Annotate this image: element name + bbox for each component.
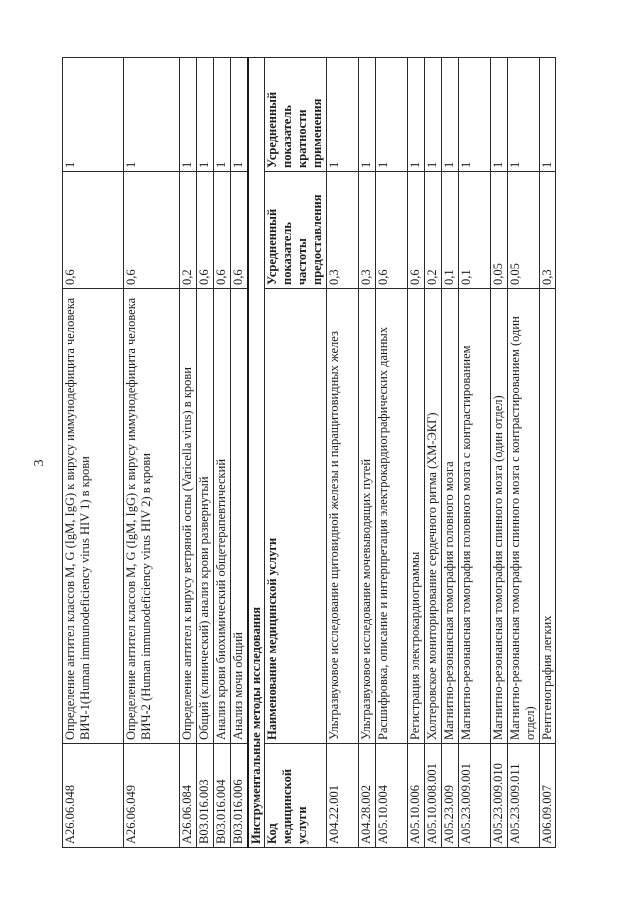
service-code: A05.23.009.011: [507, 744, 539, 848]
multiplicity-value: 1: [490, 58, 507, 172]
multiplicity-value: 1: [358, 58, 375, 172]
service-name: Холтеровское мониторирование сердечного ритма (ХМ-ЭКГ): [424, 289, 441, 744]
frequency-value: 0,6: [197, 172, 214, 289]
service-code: A05.10.006: [407, 744, 424, 848]
service-code: A04.28.002: [358, 744, 375, 848]
service-code: A05.23.009: [441, 744, 458, 848]
frequency-value: 0,05: [490, 172, 507, 289]
service-name: Магнитно-резонансная томография спинного мозга с контрастированием (один отдел): [507, 289, 539, 744]
table-row: [326, 58, 358, 848]
frequency-value: 0,6: [63, 172, 124, 289]
table-row: [375, 58, 407, 848]
table-row: [124, 58, 180, 848]
service-code: A05.23.009.001: [458, 744, 490, 848]
service-name: Определение антител классов M, G (IgM, IgG) к вирусу иммунодефицита человека ВИЧ-2 (Human immunodeficiency virus HIV 2) в крови: [124, 289, 180, 744]
frequency-value: 0,6: [231, 172, 248, 289]
service-name: Регистрация электрокардиограммы: [407, 289, 424, 744]
multiplicity-value: 1: [197, 58, 214, 172]
service-name: Анализ крови биохимический общетерапевтический: [214, 289, 231, 744]
service-name: Расшифровка, описание и интерпретация электрокардиографических данных: [375, 289, 407, 744]
service-name: Магнитно-резонансная томография спинного мозга (один отдел): [490, 289, 507, 744]
service-name: Ультразвуковое исследование мочевыводящих путей: [358, 289, 375, 744]
service-code: B03.016.003: [197, 744, 214, 848]
service-code: A04.22.001: [326, 744, 358, 848]
service-code: A05.23.009.010: [490, 744, 507, 848]
frequency-value: 0,1: [458, 172, 490, 289]
multiplicity-value: 1: [441, 58, 458, 172]
table-row: [63, 58, 124, 848]
service-code: A26.06.048: [63, 744, 124, 848]
table-row: [441, 58, 458, 848]
frequency-value: 0,6: [214, 172, 231, 289]
table-row: [231, 58, 248, 848]
multiplicity-value: 1: [214, 58, 231, 172]
table-row: [507, 58, 539, 848]
frequency-value: 0,2: [424, 172, 441, 289]
table-row: [214, 58, 231, 848]
header-multiplicity: Усредненный показатель кратности применения: [264, 58, 326, 172]
service-name: Ультразвуковое исследование щитовидной железы и паращитовидных желез: [326, 289, 358, 744]
table-row: [180, 58, 197, 848]
frequency-value: 0,3: [358, 172, 375, 289]
multiplicity-value: 1: [507, 58, 539, 172]
service-name: Магнитно-резонансная томография головного мозга с контрастированием: [458, 289, 490, 744]
service-name: Магнитно-резонансная томография головного мозга: [441, 289, 458, 744]
multiplicity-value: 1: [539, 58, 555, 172]
multiplicity-value: 1: [326, 58, 358, 172]
section-title: Инструментальные методы исследования: [248, 58, 265, 848]
frequency-value: 0,6: [124, 172, 180, 289]
frequency-value: 0,05: [507, 172, 539, 289]
service-name: Общий (клинический) анализ крови развернутый: [197, 289, 214, 744]
multiplicity-value: 1: [180, 58, 197, 172]
header-name: Наименование медицинской услуги: [264, 289, 326, 744]
frequency-value: 0,6: [375, 172, 407, 289]
frequency-value: 0,3: [539, 172, 555, 289]
multiplicity-value: 1: [424, 58, 441, 172]
rotated-table-container: [62, 58, 574, 848]
multiplicity-value: 1: [375, 58, 407, 172]
page-number: 3: [32, 459, 47, 467]
service-code: B03.016.006: [231, 744, 248, 848]
service-name: Рентгенография легких: [539, 289, 555, 744]
service-code: A26.06.049: [124, 744, 180, 848]
multiplicity-value: 1: [231, 58, 248, 172]
frequency-value: 0,3: [326, 172, 358, 289]
multiplicity-value: 1: [124, 58, 180, 172]
multiplicity-value: 1: [458, 58, 490, 172]
table-row: [407, 58, 424, 848]
frequency-value: 0,6: [407, 172, 424, 289]
table-row: [490, 58, 507, 848]
table-row: [458, 58, 490, 848]
frequency-value: 0,1: [441, 172, 458, 289]
table-row: [358, 58, 375, 848]
service-code: A05.10.004: [375, 744, 407, 848]
service-name: Анализ мочи общий: [231, 289, 248, 744]
service-name: Определение антител к вирусу ветряной оспы (Varicella virus) в крови: [180, 289, 197, 744]
header-frequency: Усредненный показатель частоты предоставления: [264, 172, 326, 289]
multiplicity-value: 1: [407, 58, 424, 172]
service-code: A26.06.084: [180, 744, 197, 848]
table-row: [424, 58, 441, 848]
section-row: [248, 58, 265, 848]
service-name: Определение антител классов M, G (IgM, IgG) к вирусу иммунодефицита человека ВИЧ-1(Human immunodeficiency virus HIV 1) в крови: [63, 289, 124, 744]
table-row: [539, 58, 555, 848]
table-row: [197, 58, 214, 848]
multiplicity-value: 1: [63, 58, 124, 172]
service-code: B03.016.004: [214, 744, 231, 848]
table-header-row: [264, 58, 326, 848]
service-code: A05.10.008.001: [424, 744, 441, 848]
frequency-value: 0,2: [180, 172, 197, 289]
service-code: A06.09.007: [539, 744, 555, 848]
services-table: [62, 57, 556, 848]
header-code: Код медицинской услуги: [264, 744, 326, 848]
